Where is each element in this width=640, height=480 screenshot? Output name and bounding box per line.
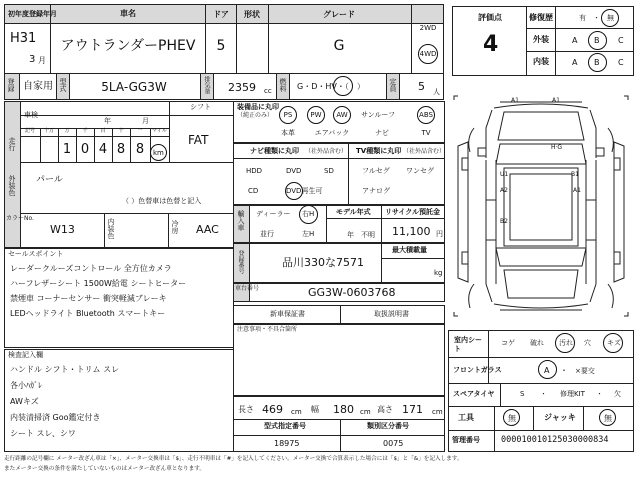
- notes-box: [233, 324, 445, 396]
- recycle-label: リサイクル預託金: [385, 208, 441, 216]
- width-label: 幅: [311, 405, 319, 414]
- fuel-hv-circle: [333, 76, 353, 96]
- nav-cd: CD: [248, 187, 259, 195]
- width-unit: cm: [360, 408, 371, 416]
- drive-4wd: 4WD: [419, 50, 437, 58]
- width-value: 180: [333, 403, 354, 416]
- model-value: 5LA-GG3W: [101, 80, 167, 94]
- front-glass-a: A: [544, 366, 550, 375]
- exterior-color-value: パール: [36, 175, 63, 185]
- tools-label: 工具: [458, 413, 474, 422]
- spare-tire-dot1: ・: [540, 390, 547, 398]
- year-unit: 年: [104, 117, 111, 125]
- steering-left: 左H: [302, 230, 315, 238]
- shift-label: シフト: [190, 103, 211, 111]
- exterior-color-label: 外装色: [8, 175, 16, 196]
- odometer-digit-label: 万: [64, 128, 70, 134]
- odometer-divider: [130, 128, 131, 162]
- jack-value: 無: [604, 414, 612, 423]
- fuel-label: 燃料: [279, 78, 287, 92]
- odometer-digit-label: 百: [100, 128, 106, 134]
- model-year-unknown: 年 不明: [347, 231, 375, 239]
- equipment-circle: [417, 106, 435, 124]
- odometer-digit-label: 一: [137, 128, 143, 134]
- odometer-divider: [94, 128, 95, 162]
- model-label: 型式: [59, 78, 67, 92]
- odometer-digit-label: 記号: [24, 128, 36, 134]
- warranty-box: [233, 305, 445, 324]
- first-reg-era: H31: [10, 31, 37, 46]
- use-value: 自家用: [23, 81, 53, 92]
- model-year-label: モデル年式: [336, 208, 371, 216]
- nav-sd: SD: [324, 167, 334, 175]
- class-number-value: 0075: [383, 439, 404, 448]
- interior-seat-circle: [603, 333, 623, 353]
- diagram-mark-left-u1: U1: [500, 171, 509, 178]
- length-unit: cm: [291, 408, 302, 416]
- month-unit: 月: [142, 117, 149, 125]
- first-reg-label: 初年度登録年月: [8, 10, 57, 18]
- dealer-label: ディーラー: [256, 210, 291, 218]
- front-glass-a-circle: [538, 360, 557, 379]
- odometer-digit: 0: [80, 142, 90, 157]
- exterior-grade-b: B: [594, 36, 600, 45]
- odometer-digit-label: 千: [82, 128, 88, 134]
- equipment-item: PS: [283, 111, 293, 119]
- steering-right: 右H: [302, 210, 315, 218]
- tv-note: （社外品含む）: [403, 148, 446, 155]
- doors-value: 5: [216, 38, 226, 54]
- recycle-unit: 円: [436, 230, 443, 238]
- tools-value: 無: [508, 414, 516, 423]
- first-reg-month-unit: 月: [38, 56, 46, 65]
- odometer-divider: [169, 128, 170, 162]
- length-label: 長さ: [238, 405, 254, 414]
- grade-value: G: [333, 38, 345, 54]
- interior-grade-c: C: [618, 58, 624, 67]
- max-load-unit: kg: [434, 269, 443, 277]
- footer-line-1: 走行距離の記号欄に メーター改ざん車は「×」、メーター交換車は「$」、走行不明車は「#」を記入してください。メーター交換で合算表示した場合には「$」と「&」を記入します。: [4, 456, 463, 462]
- odometer-header-line: [20, 136, 169, 137]
- plate-label: 登録番号: [237, 250, 244, 274]
- odometer-divider: [76, 128, 77, 162]
- repair-option-no: 無: [607, 14, 614, 22]
- chassis-label: 車台番号: [235, 285, 260, 292]
- diagram-mark-front-a1-right: A1: [552, 97, 560, 104]
- capacity-unit: 人: [433, 88, 440, 96]
- chassis-value: GG3W-0603768: [308, 286, 396, 299]
- odometer-digit: 4: [98, 142, 108, 157]
- inspector-note-line: 内装清掃済 Goo鑑定付き: [10, 413, 101, 422]
- steering-right-circle: [299, 205, 318, 224]
- sales-point-line: レーダークルーズコントロール 全方位カメラ: [10, 264, 172, 273]
- inspector-note-line: 各小ﾊｶﾞﾚ: [10, 381, 42, 390]
- tools-value-circle: [503, 409, 520, 426]
- nav-note: （社外品含む）: [305, 148, 348, 155]
- exterior-grade-a: A: [572, 36, 578, 45]
- car-name: アウトランダーPHEV: [60, 38, 196, 54]
- equipment-item: PW: [310, 111, 322, 119]
- color-code-value: W13: [50, 223, 75, 236]
- parallel-label: 並行: [260, 230, 274, 238]
- max-load-label: 最大積載量: [392, 246, 427, 254]
- fuel-options: G・D・HV・（ ）: [297, 82, 365, 91]
- shift-value: FAT: [188, 133, 209, 147]
- spare-tire-s: S: [520, 390, 525, 398]
- odometer-digit-label: 十: [118, 128, 124, 134]
- equipment-item: 本革: [281, 129, 295, 137]
- spare-tire-missing: 欠: [614, 390, 621, 398]
- interior-grade-a: A: [572, 58, 578, 67]
- equipment-title: 装備品に丸印: [237, 103, 279, 111]
- odometer-divider: [112, 128, 113, 162]
- manual-label: 取扱説明書: [374, 310, 409, 318]
- drive-2wd: 2WD: [419, 24, 437, 32]
- interior-seat-option: コゲ: [501, 339, 515, 347]
- tv-oneseg: ワンセグ: [406, 167, 434, 175]
- inspector-note-line: AWキズ: [10, 397, 39, 406]
- repair-label: 修復歴: [529, 13, 553, 22]
- inspector-note-line: シート スレ、シワ: [10, 429, 76, 438]
- sales-points-label: セールスポイント: [8, 250, 64, 258]
- sales-point-line: ハーフレザーシート 1500W給電 シートヒーター: [10, 279, 187, 288]
- diagram-mark-roof-hg: H·G: [551, 144, 563, 151]
- tv-fullseg: フルセグ: [362, 167, 390, 175]
- spare-tire-kit: 修理KIT: [560, 390, 585, 398]
- length-value: 469: [262, 403, 283, 416]
- nav-dvd: DVD: [286, 167, 302, 175]
- odometer-divider: [20, 128, 21, 162]
- equipment-circle: [279, 106, 297, 124]
- interior-b-circle: [588, 53, 607, 72]
- equipment-circle: [333, 106, 351, 124]
- odometer-digit: 8: [116, 142, 126, 157]
- color-note: （ ）色替車は色替と記入: [122, 197, 202, 205]
- tv-label: TV種類に丸印: [356, 147, 402, 155]
- odometer-divider: [58, 128, 59, 162]
- front-glass-label: フロントガラス: [453, 366, 502, 374]
- interior-grade-b: B: [594, 58, 600, 67]
- shaken-label: 車検: [24, 111, 38, 119]
- repair-no-circle: [601, 9, 619, 27]
- spare-tire-dot2: ・: [596, 390, 603, 398]
- displacement-unit: cc: [264, 87, 272, 95]
- odometer-divider: [40, 128, 41, 162]
- import-label: 輸入車: [237, 210, 245, 231]
- equipment-subtitle: （純正のみ）: [237, 112, 274, 119]
- registration-label: 登録: [7, 78, 15, 92]
- interior-seat-option: 汚れ: [559, 339, 573, 347]
- equipment-item: TV: [421, 129, 431, 137]
- car-damage-diagram: [448, 88, 634, 324]
- color-code-label: カラーNo.: [6, 215, 34, 222]
- interior-seat-option: 破れ: [530, 339, 544, 347]
- capacity-label: 定員: [389, 78, 397, 92]
- tv-analog: アナログ: [362, 187, 390, 195]
- exterior-grade-c: C: [618, 36, 624, 45]
- management-number: 000010010125030000834: [501, 435, 609, 445]
- first-reg-month: 3: [29, 54, 36, 65]
- nav-dvd-playback: DVD再生可: [286, 187, 323, 195]
- score-value: 4: [483, 32, 499, 57]
- displacement-label: 排気量: [203, 76, 210, 94]
- grade-label: グレード: [323, 10, 355, 19]
- interior-seat-circle: [555, 333, 575, 353]
- ac-value: AAC: [196, 223, 219, 236]
- score-label: 評価点: [478, 13, 502, 22]
- repair-dot: ・: [593, 14, 600, 22]
- odometer-unit: km: [153, 149, 164, 157]
- odometer-digit-label: マイル: [152, 128, 167, 134]
- equipment-item: サンルーフ: [360, 111, 396, 119]
- equipment-circle: [307, 106, 325, 124]
- height-label: 高さ: [377, 405, 393, 414]
- front-glass-replace: ×要交: [575, 367, 595, 375]
- odometer-digit: 1: [62, 142, 72, 157]
- sales-point-line: LEDヘッドライト Bluetooth スマートキー: [10, 309, 166, 318]
- car-name-label: 車名: [120, 9, 136, 18]
- diagram-mark-front-a1-left: A1: [511, 97, 519, 104]
- diagram-mark-right-a1: A1: [573, 187, 581, 194]
- inspector-notes-label: 検査記入欄: [8, 351, 43, 359]
- equipment-item: ABS: [419, 111, 433, 119]
- exterior-label: 外装: [533, 35, 549, 44]
- odometer-digit: 8: [135, 142, 145, 157]
- doors-label: ドア: [213, 10, 229, 19]
- interior-seat-label: 室内シート: [454, 336, 482, 353]
- equipment-item: エアバック: [314, 129, 350, 137]
- interior-label: 内装: [533, 57, 549, 66]
- inspector-note-line: ハンドル シフト・トリム スレ: [10, 365, 120, 374]
- registration-row: [4, 73, 444, 100]
- jack-value-circle: [599, 409, 616, 426]
- capacity-value: 5: [418, 80, 425, 93]
- equipment-item: AW: [336, 111, 348, 119]
- type-number-label: 型式指定番号: [264, 422, 306, 430]
- equipment-item: ナビ: [375, 129, 389, 137]
- plate-value: 品川330な7571: [282, 256, 364, 269]
- footer-line-2: またメーター交換の条件を満たしていないものはメーター改ざん車となります。: [4, 466, 205, 472]
- odometer-label: 走行: [8, 137, 16, 151]
- diagram-mark-left-b2: B2: [500, 218, 508, 225]
- spare-tire-label: スペアタイヤ: [453, 390, 495, 398]
- diagram-mark-left-a2: A2: [500, 187, 508, 194]
- interior-seat-option: キズ: [607, 339, 621, 347]
- height-unit: cm: [432, 408, 443, 416]
- nav-label: ナビ種類に丸印: [250, 147, 299, 155]
- shape-label: 形状: [244, 10, 260, 19]
- interior-seat-option: 穴: [584, 339, 591, 347]
- jack-label: ジャッキ: [544, 413, 576, 422]
- sales-point-line: 禁煙車 コーナーセンサー 衝突軽減ブレーキ: [10, 294, 167, 303]
- height-value: 171: [402, 403, 423, 416]
- warranty-label: 新車保証書: [270, 310, 305, 318]
- exterior-b-circle: [588, 31, 607, 50]
- recycle-amount: 11,100: [392, 225, 431, 238]
- nav-hdd: HDD: [246, 167, 263, 175]
- odometer-digit-label: 十万: [43, 128, 55, 134]
- management-label: 管理番号: [452, 436, 480, 444]
- front-glass-dot: ・: [560, 366, 568, 375]
- diagram-mark-right-b1: B1: [571, 171, 579, 178]
- displacement-value: 2359: [228, 81, 256, 94]
- type-number-value: 18975: [274, 439, 300, 448]
- class-number-label: 類別区分番号: [367, 422, 409, 430]
- repair-option-yes: 有: [579, 14, 586, 22]
- nav-dvd-playback-circle: [285, 182, 303, 200]
- ac-label: 冷房: [171, 220, 179, 234]
- interior-color-label: 内装色: [107, 218, 115, 239]
- notes-label: 注意事項・不具合箇所: [237, 326, 298, 333]
